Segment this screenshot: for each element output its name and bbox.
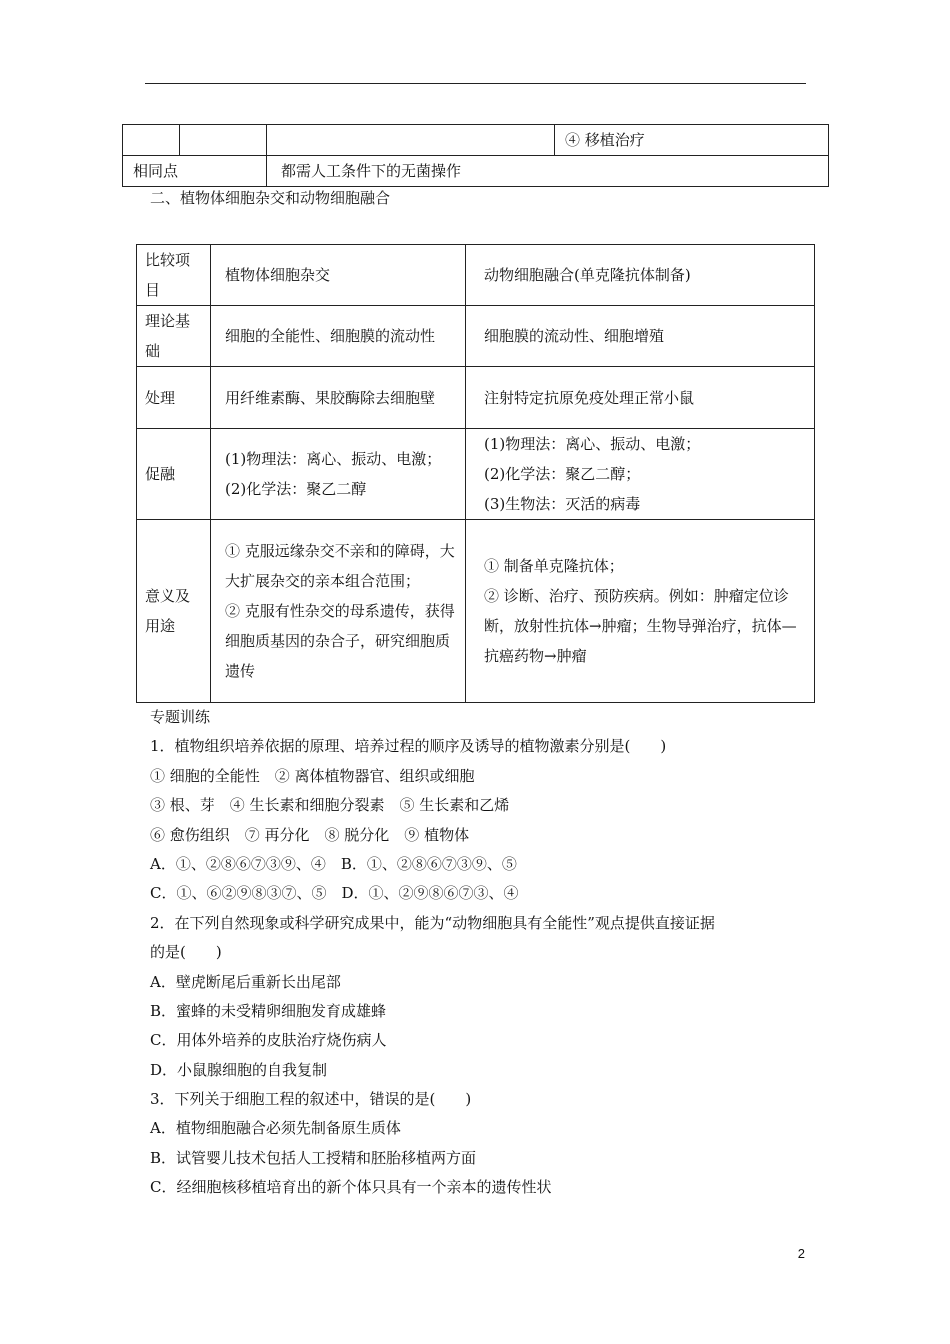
question-line: A．植物细胞融合必须先制备原生质体 [150,1119,401,1138]
table-continuation [122,124,829,187]
table-cell [123,125,180,156]
header-cell: 动物细胞融合(单克隆抗体制备) [466,245,815,306]
plant-cell: 用纤维素酶、果胶酶除去细胞壁 [211,367,466,429]
section-title: 二、植物体细胞杂交和动物细胞融合 [150,189,391,207]
row-label: 促融 [137,429,211,520]
animal-cell: ① 制备单克隆抗体； ② 诊断、治疗、预防疾病。例如：肿瘤定位诊断，放射性抗体→肿瘤；生物导弹治疗，抗体—抗癌药物→肿瘤 [466,520,815,703]
row-label: 意义及用途 [137,520,211,703]
plant-cell: ① 克服远缘杂交不亲和的障碍，大大扩展杂交的亲本组合范围； ② 克服有性杂交的母系遗传，获得细胞质基因的杂合子，研究细胞质遗传 [211,520,466,703]
row-label-same-points: 相同点 [123,156,267,187]
exercise-block [150,703,810,1203]
animal-cell: (1)物理法：离心、振动、电激； (2)化学法：聚乙二醇； (3)生物法：灭活的病毒 [466,429,815,520]
question-line: A．壁虎断尾后重新长出尾部 [150,972,341,991]
question-line: 的是( ) [150,943,222,962]
exercise-title: 专题训练 [150,708,211,726]
question-line: ③ 根、芽 ④ 生长素和细胞分裂素 ⑤ 生长素和乙烯 [150,796,510,815]
header-rule [145,83,806,84]
table-row [137,367,815,429]
page-number: 2 [797,1246,805,1261]
question-line: 3．下列关于细胞工程的叙述中，错误的是( ) [150,1090,472,1109]
table-row [123,156,829,187]
table-row [137,520,815,703]
question-line: C．用体外培养的皮肤治疗烧伤病人 [150,1031,387,1050]
plant-cell: 细胞的全能性、细胞膜的流动性 [211,306,466,367]
comparison-table [136,244,815,703]
question-line: 2．在下列自然现象或科学研究成果中，能为“动物细胞具有全能性”观点提供直接证据 [150,913,715,932]
question-line: B．试管婴儿技术包括人工授精和胚胎移植两方面 [150,1148,477,1167]
question-line: C．经细胞核移植培育出的新个体只具有一个亲本的遗传性状 [150,1178,552,1197]
question-line: D．小鼠腺细胞的自我复制 [150,1060,328,1079]
row-label: 理论基础 [137,306,211,367]
animal-cell: 注射特定抗原免疫处理正常小鼠 [466,367,815,429]
table-row [137,306,815,367]
question-line: ① 细胞的全能性 ② 离体植物器官、组织或细胞 [150,766,475,785]
header-cell: 比较项目 [137,245,211,306]
animal-cell: 细胞膜的流动性、细胞增殖 [466,306,815,367]
row-label: 处理 [137,367,211,429]
table-cell [180,125,267,156]
table-row [123,125,829,156]
table-header-row [137,245,815,306]
table-cell [267,125,555,156]
question-line: B．蜜蜂的未受精卵细胞发育成雄蜂 [150,1001,387,1020]
question-line: C．①、⑥②⑨⑧③⑦、⑤ D．①、②⑨⑧⑥⑦③、④ [150,884,519,903]
table-cell: ④ 移植治疗 [555,125,829,156]
question-line: 1．植物组织培养依据的原理、培养过程的顺序及诱导的植物激素分别是( ) [150,737,667,756]
table-cell: 都需人工条件下的无菌操作 [267,156,829,187]
question-line: ⑥ 愈伤组织 ⑦ 再分化 ⑧ 脱分化 ⑨ 植物体 [150,825,470,844]
table-row [137,429,815,520]
header-cell: 植物体细胞杂交 [211,245,466,306]
question-line: A．①、②⑧⑥⑦③⑨、④ B．①、②⑧⑥⑦③⑨、⑤ [150,854,517,873]
plant-cell: (1)物理法：离心、振动、电激； (2)化学法：聚乙二醇 [211,429,466,520]
